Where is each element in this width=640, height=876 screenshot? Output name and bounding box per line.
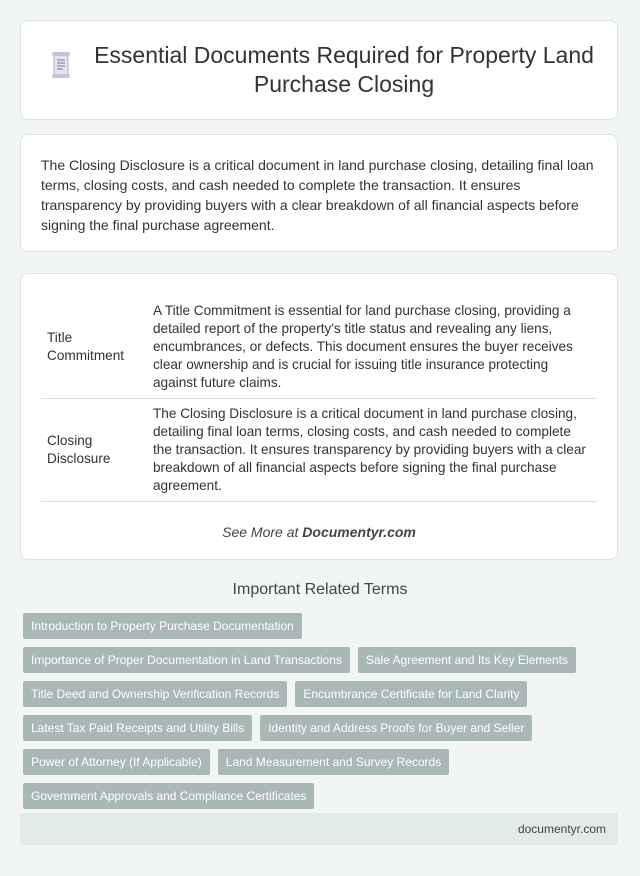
related-term-tag[interactable]: Importance of Proper Documentation in Land Transactions bbox=[23, 647, 350, 673]
related-terms-list bbox=[23, 613, 603, 809]
related-term-tag[interactable]: Identity and Address Proofs for Buyer and Seller bbox=[260, 715, 532, 741]
documents-table bbox=[41, 296, 597, 502]
footer bbox=[20, 813, 618, 845]
related-term-tag[interactable]: Encumbrance Certificate for Land Clarity bbox=[295, 681, 527, 707]
related-term-tag[interactable]: Title Deed and Ownership Verification Records bbox=[23, 681, 287, 707]
related-term-tag[interactable]: Sale Agreement and Its Key Elements bbox=[358, 647, 576, 673]
footer-site-link[interactable]: documentyr.com bbox=[517, 822, 606, 836]
description-cell: A Title Commitment is essential for land purchase closing, providing a detailed report of the property's title status and revealing any liens, encumbrances, or defects. This document ensures the buyer receives clear ownership and is crucial for issuing title insurance protecting against future claims. bbox=[147, 296, 597, 399]
table-row bbox=[41, 296, 597, 399]
title-card bbox=[20, 20, 618, 120]
term-cell: Title Commitment bbox=[41, 296, 147, 399]
see-more-line bbox=[41, 524, 597, 540]
related-term-tag[interactable]: Introduction to Property Purchase Documentation bbox=[23, 613, 302, 639]
related-term-tag[interactable]: Latest Tax Paid Receipts and Utility Bills bbox=[23, 715, 252, 741]
page-title: Essential Documents Required for Property Land Purchase Closing bbox=[94, 42, 594, 97]
see-more-link[interactable]: Documentyr.com bbox=[302, 524, 416, 540]
summary-text: The Closing Disclosure is a critical document in land purchase closing, detailing final loan terms, closing costs, and cash needed to complete the transaction. It ensures transparency by providing buyers with a clear breakdown of all financial aspects before signing the final purchase agreement. bbox=[41, 157, 594, 233]
table-row bbox=[41, 399, 597, 502]
document-scroll-icon bbox=[44, 48, 78, 82]
related-term-tag[interactable]: Land Measurement and Survey Records bbox=[218, 749, 449, 775]
description-cell: The Closing Disclosure is a critical document in land purchase closing, detailing final loan terms, closing costs, and cash needed to complete the transaction. It ensures transparency by providing buyers with a clear breakdown of all financial aspects before signing the final purchase agreement. bbox=[147, 399, 597, 502]
summary-card bbox=[20, 134, 618, 252]
documents-card bbox=[20, 273, 618, 560]
term-cell: Closing Disclosure bbox=[41, 399, 147, 502]
related-terms-heading: Important Related Terms bbox=[232, 581, 408, 598]
related-term-tag[interactable]: Government Approvals and Compliance Certificates bbox=[23, 783, 314, 809]
related-term-tag[interactable]: Power of Attorney (If Applicable) bbox=[23, 749, 210, 775]
title-row bbox=[44, 41, 594, 99]
see-more-prefix: See More at bbox=[222, 524, 299, 540]
